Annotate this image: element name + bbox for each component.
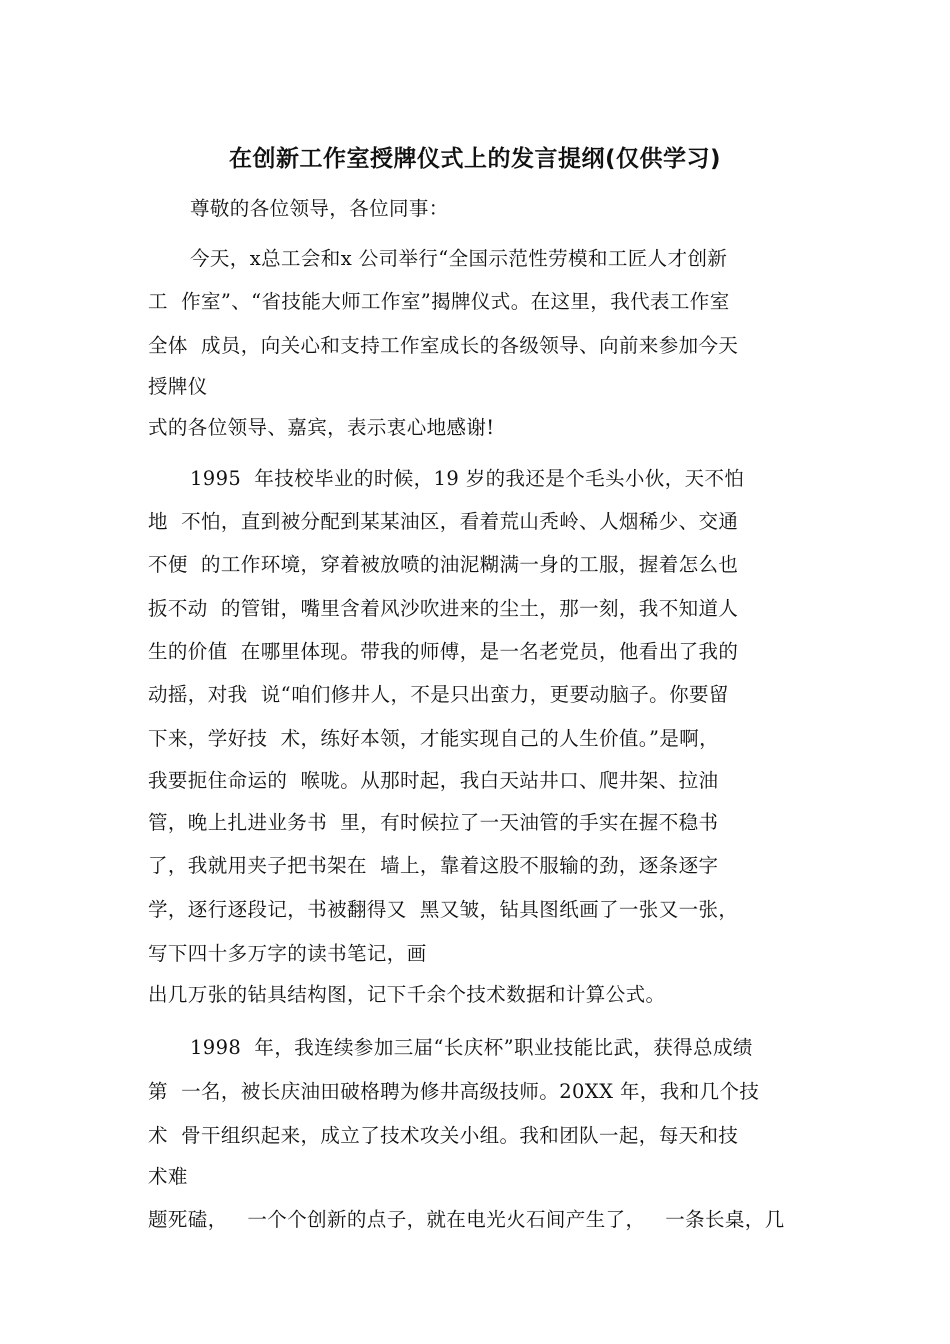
paragraph-line: 术 骨干组织起来，成立了技术攻关小组。我和团队一起，每天和技	[148, 1124, 739, 1147]
paragraph-line: 下来，学好技 术，练好本领，才能实现自己的人生价值。”是啊，	[148, 727, 720, 750]
paragraph-line: 全体 成员，向关心和支持工作室成长的各级领导、向前来参加今天	[148, 334, 739, 357]
paragraph-line: 1998 年，我连续参加三届“长庆杯”职业技能比武，获得总成绩	[190, 1036, 753, 1059]
paragraph-line: 了，我就用夹子把书架在 墙上，靠着这股不服输的劲，逐条逐字	[148, 854, 719, 877]
paragraph-line: 动摇，对我 说“咱们修井人，不是只出蛮力，更要动脑子。你要留	[148, 683, 729, 706]
paragraph-line: 地 不怕，直到被分配到某某油区，看着荒山秃岭、人烟稀少、交通	[148, 510, 739, 533]
paragraph-line: 1995 年技校毕业的时候，19 岁的我还是个毛头小伙，天不怕	[190, 467, 745, 490]
paragraph-line: 出几万张的钻具结构图，记下千余个技术数据和计算公式。	[148, 983, 666, 1006]
paragraph-line: 授牌仪	[148, 375, 208, 398]
paragraph-line: 写下四十多万字的读书笔记，画	[148, 942, 427, 965]
paragraph-line: 学，逐行逐段记，书被翻得又 黑又皱，钻具图纸画了一张又一张，	[148, 898, 739, 921]
paragraph-line: 扳不动 的管钳，嘴里含着风沙吹进来的尘土，那一刻，我不知道人	[148, 597, 739, 620]
paragraph-line: 不便 的工作环境，穿着被放喷的油泥糊满一身的工服，握着怎么也	[148, 553, 739, 576]
paragraph-line: 题死磕， 一个个创新的点子，就在电光火石间产生了， 一条长桌，几	[148, 1208, 785, 1231]
paragraph-line: 今天，x总工会和x 公司举行“全国示范性劳模和工匠人才创新	[190, 247, 728, 270]
greeting: 尊敬的各位领导，各位同事：	[190, 197, 449, 220]
paragraph-line: 工 作室”、“省技能大师工作室”揭牌仪式。在这里，我代表工作室	[148, 290, 730, 313]
paragraph-line: 生的价值 在哪里体现。带我的师傅，是一名老党员，他看出了我的	[148, 640, 739, 663]
document-title: 在创新工作室授牌仪式上的发言提纲(仅供学习)	[228, 146, 722, 172]
paragraph-line: 我要扼住命运的 喉咙。从那时起，我白天站井口、爬井架、拉油	[148, 769, 719, 792]
paragraph-line: 第 一名，被长庆油田破格聘为修井高级技师。20XX 年，我和几个技	[148, 1080, 760, 1103]
paragraph-line: 式的各位领导、嘉宾，表示衷心地感谢!	[148, 416, 495, 439]
paragraph-line: 术难	[148, 1165, 188, 1188]
paragraph-line: 管，晚上扎进业务书 里，有时候拉了一天油管的手实在握不稳书	[148, 811, 719, 834]
